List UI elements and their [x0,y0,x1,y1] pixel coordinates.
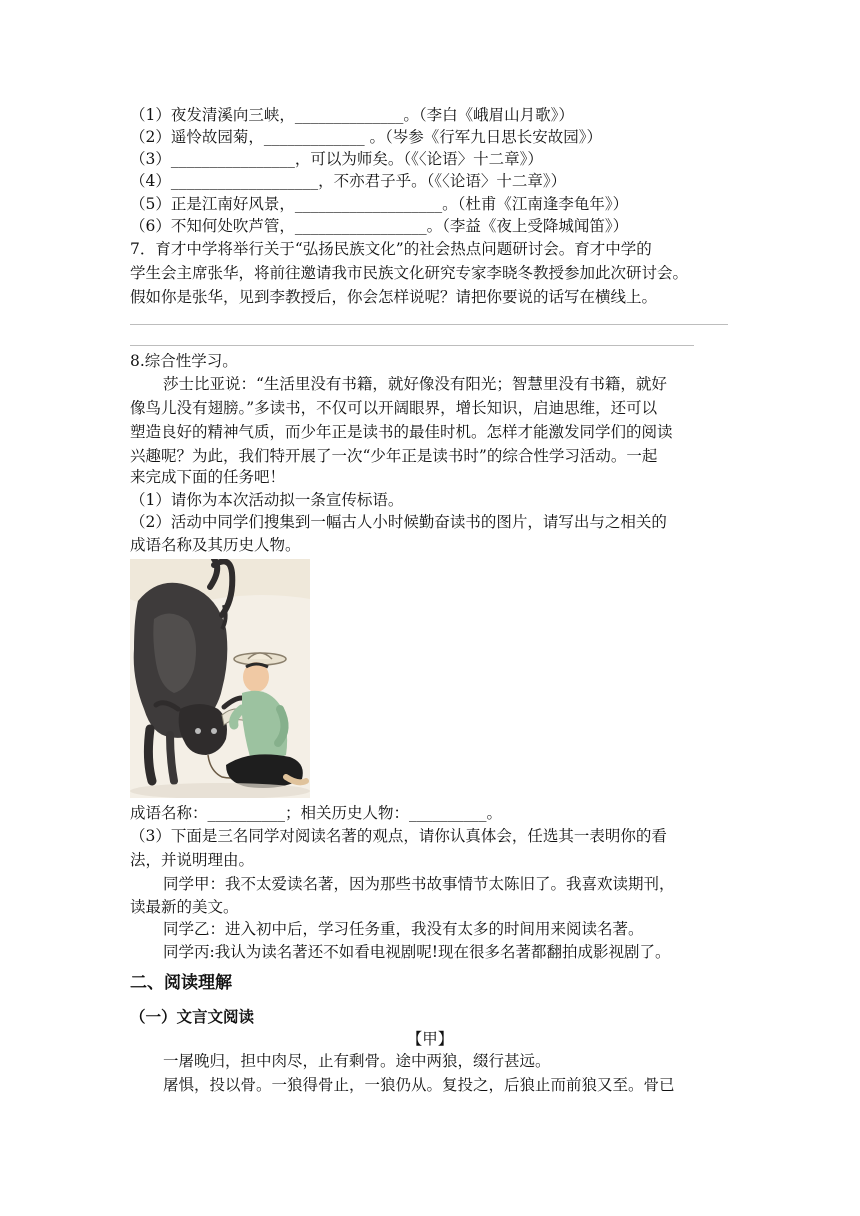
q7-line-3: 假如你是张华，见到李教授后，你会怎样说呢？请把你要说的话写在横线上。 [130,288,658,306]
q8-sub2-line-2: 成语名称及其历史人物。 [130,536,301,554]
answer-rule-2 [130,345,694,346]
q7-line-2: 学生会主席张华，将前往邀请我市民族文化研究专家李晓冬教授参加此次研讨会。 [130,264,689,282]
q8-intro-5: 来完成下面的任务吧！ [130,468,286,486]
q6-line-2: （2）遥怜故园菊，_____________ 。（岑参《行军九日思长安故园》） [130,128,603,146]
q6-line-3: （3）________________，可以为师矣。（《〈论语〉十二章》） [130,150,543,168]
answer-rule-1 [130,324,728,325]
q6-line-1: （1）夜发清溪向三峡，______________。（李白《峨眉山月歌》） [130,106,574,124]
q8-sub3-line-2: 法，并说明理由。 [130,851,255,869]
q8-sub3-line-1: （3）下面是三名同学对阅读名著的观点，请你认真体会，任选其一表明你的看 [130,827,667,845]
q6-line-6: （6）不知何处吹芦管，_________________。（李益《夜上受降城闻笛》） [130,217,629,235]
q7-line-1: 7．育才中学将举行关于“弘扬民族文化”的社会热点问题研讨会。育才中学的 [130,240,652,258]
q8-sub2-line-1: （2）活动中同学们搜集到一幅古人小时候勤奋读书的图片，请写出与之相关的 [130,513,667,531]
subsection-heading: （一）文言文阅读 [130,1008,255,1026]
opinion-b: 同学乙：进入初中后，学习任务重，我没有太多的时间用来阅读名著。 [163,920,644,938]
opinion-a-line-1: 同学甲：我不太爱读名著，因为那些书故事情节太陈旧了。我喜欢读期刊， [163,875,675,893]
passage-line-1: 一屠晚归，担中肉尽，止有剩骨。途中两狼，缀行甚远。 [163,1052,551,1070]
q6-line-5: （5）正是江南好风景，___________________。（杜甫《江南逢李龟年》） [130,195,629,213]
q8-answer-line: 成语名称：__________；相关历史人物：__________。 [130,804,503,822]
q8-title: 8.综合性学习。 [130,352,238,370]
q8-intro-1: 莎士比亚说：“生活里没有书籍，就好像没有阳光；智慧里没有书籍，就好 [163,375,667,393]
passage-line-2: 屠惧，投以骨。一狼得骨止，一狼仍从。复投之，后狼止而前狼又至。骨已 [163,1076,675,1094]
opinion-a-line-2: 读最新的美文。 [130,898,239,916]
q8-intro-4: 兴趣呢？为此，我们特开展了一次“少年正是读书时”的综合性学习活动。一起 [130,447,658,465]
passage-marker: 【甲】 [406,1030,454,1048]
q8-intro-3: 塑造良好的精神气质，而少年正是读书的最佳时机。怎样才能激发同学们的阅读 [130,423,673,441]
opinion-c: 同学丙:我认为读名著还不如看电视剧呢!现在很多名著都翻拍成影视剧了。 [163,943,671,961]
q8-intro-2: 像鸟儿没有翅膀。”多读书，不仅可以开阔眼界，增长知识，启迪思维，还可以 [130,399,658,417]
q6-line-4: （4）___________________，不亦君子乎。（《〈论语〉十二章》） [130,172,567,190]
section-heading: 二、阅读理解 [130,973,232,993]
boy-reading-with-ox-illustration [130,559,310,798]
q8-sub1: （1）请你为本次活动拟一条宣传标语。 [130,491,404,509]
